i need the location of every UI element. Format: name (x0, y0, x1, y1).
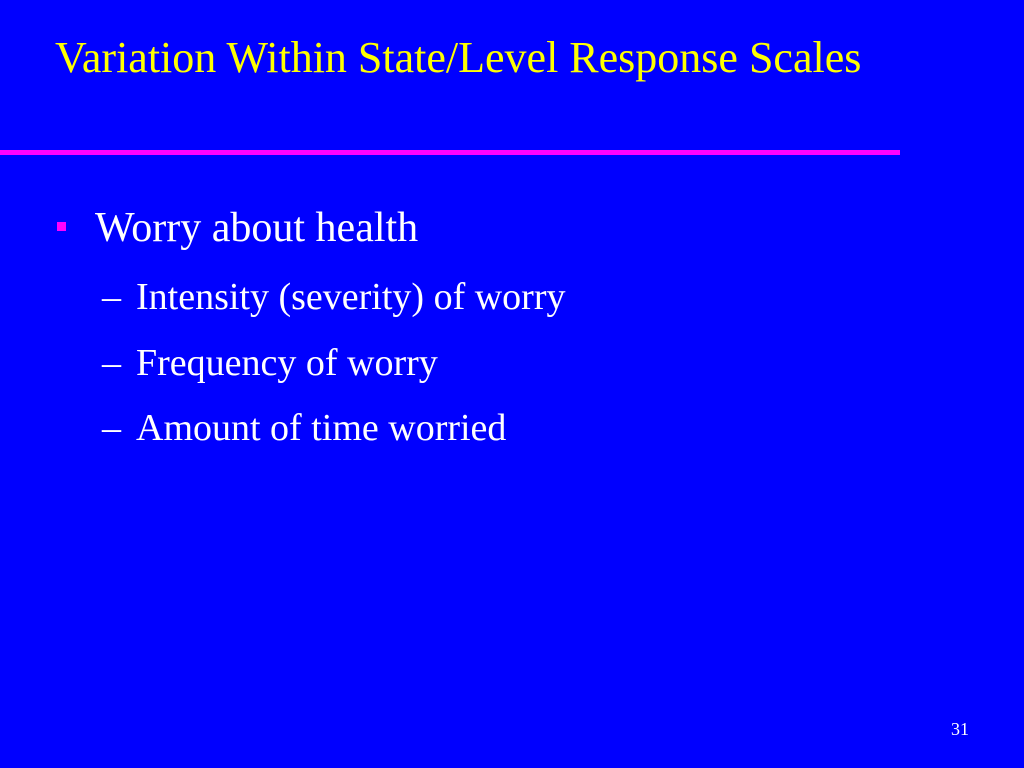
sub-bullet-item (102, 404, 506, 452)
sub-bullet-text: Frequency of worry (136, 342, 438, 384)
square-bullet-icon (57, 222, 66, 231)
slide-title: Variation Within State/Level Response Scales (55, 33, 862, 82)
sub-bullet-item (102, 273, 566, 321)
sub-bullet-text: Amount of time worried (136, 407, 507, 449)
bullet-text: Worry about health (95, 205, 419, 251)
sub-bullet-item (102, 339, 438, 387)
slide-number: 31 (951, 719, 969, 739)
dash-marker: – (102, 276, 121, 318)
title-divider (0, 150, 900, 155)
dash-marker: – (102, 407, 121, 449)
dash-marker: – (102, 342, 121, 384)
sub-bullet-text: Intensity (severity) of worry (136, 276, 566, 318)
